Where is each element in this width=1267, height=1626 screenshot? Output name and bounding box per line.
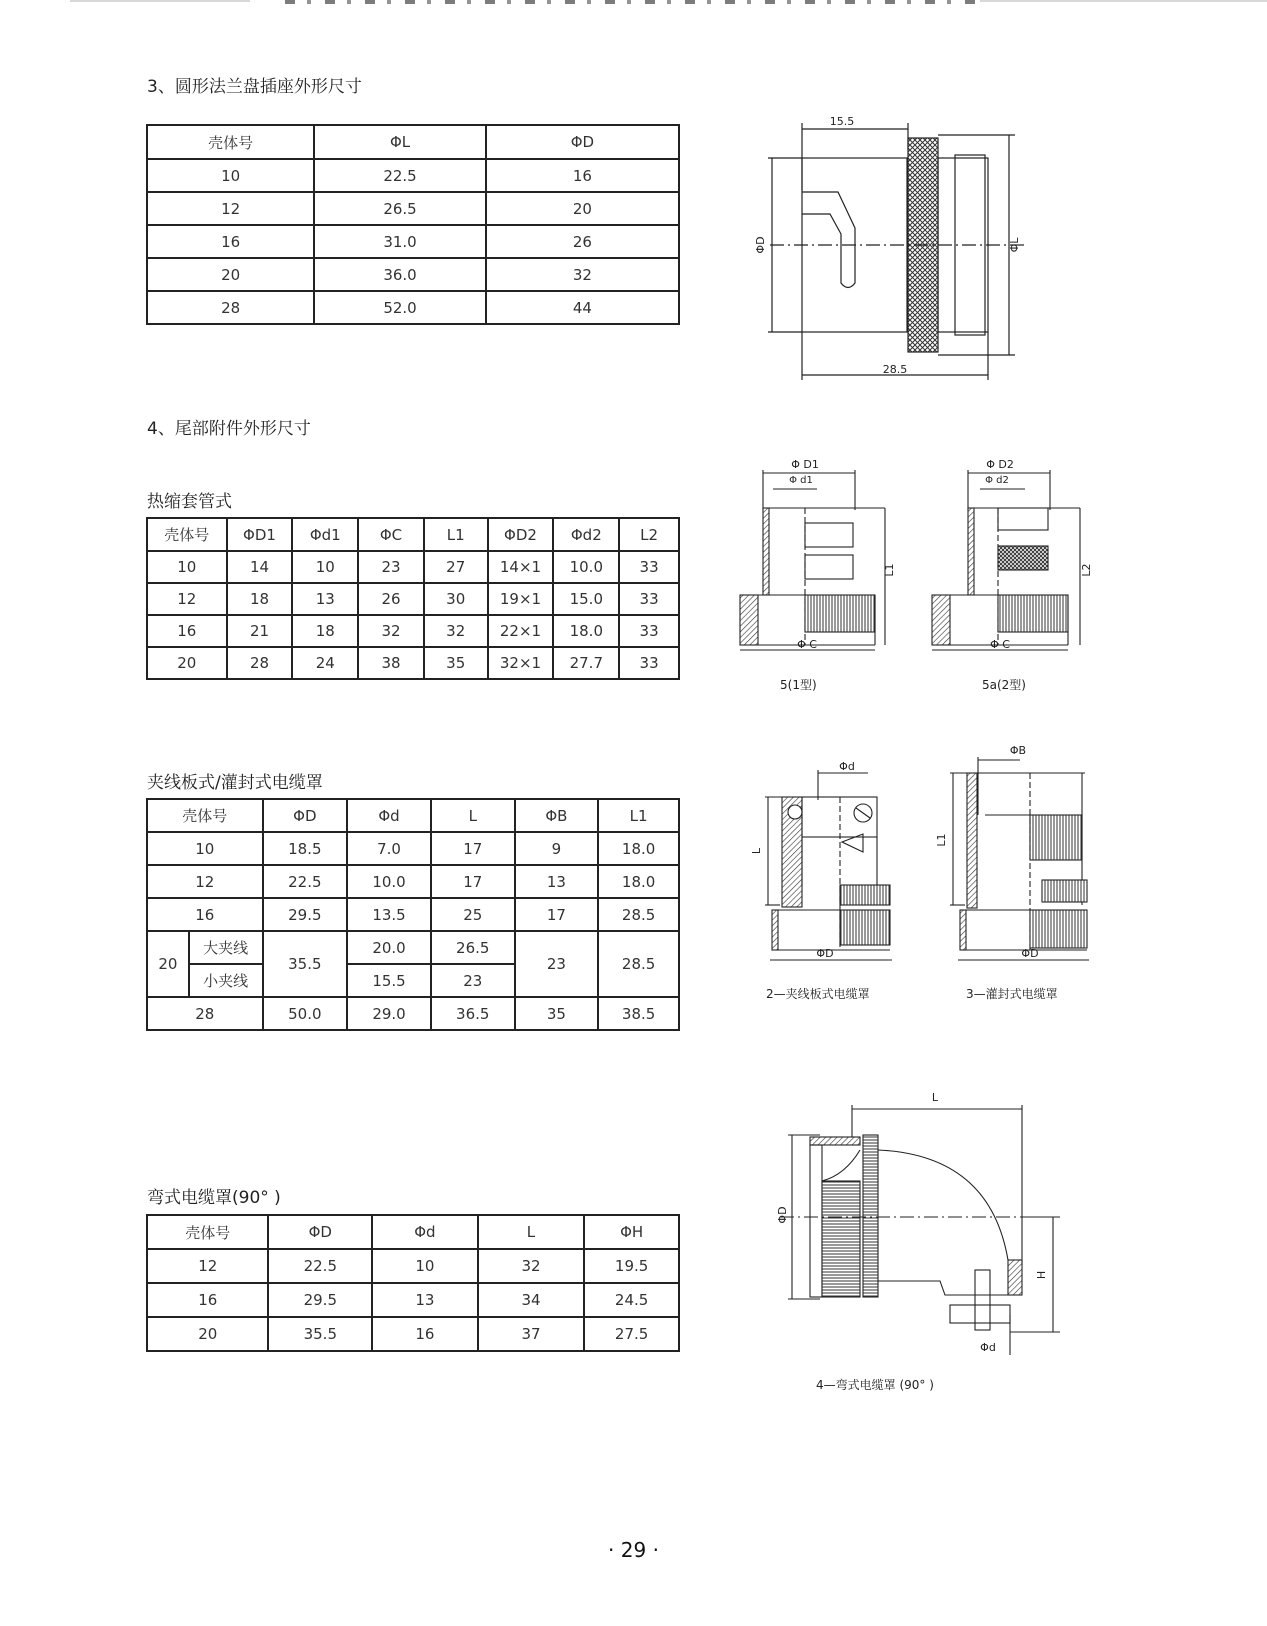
heat-shrink-title: 热缩套管式 (147, 492, 232, 512)
cell: 10 (147, 832, 263, 865)
cell: 20 (147, 931, 189, 997)
cell: 33 (619, 583, 679, 615)
dim-label: Φ C (797, 638, 817, 651)
dim-label: Φ d2 (985, 475, 1009, 486)
cell: 22.5 (314, 159, 485, 192)
cell: 44 (486, 291, 679, 324)
cell: 16 (486, 159, 679, 192)
dim-label: 28.5 (882, 363, 908, 376)
table-row (147, 551, 679, 583)
header-cell: L1 (598, 799, 679, 832)
cell: 16 (147, 1283, 268, 1317)
dim-label: Φ d1 (789, 475, 813, 486)
cell: 16 (147, 225, 314, 258)
elbow-cover-title: 弯式电缆罩(90° ) (147, 1188, 281, 1208)
page-top-edge (0, 0, 1267, 4)
header-cell: Φd (372, 1215, 478, 1249)
cell: 18.0 (553, 615, 619, 647)
table-row (147, 1317, 679, 1351)
cell: 17 (515, 898, 599, 931)
cell: 50.0 (263, 997, 348, 1030)
cell: 10 (147, 551, 227, 583)
cell: 28 (147, 997, 263, 1030)
cell: 14×1 (488, 551, 554, 583)
table-row (147, 997, 679, 1030)
cell: 33 (619, 551, 679, 583)
clamp-cover-title: 夹线板式/灌封式电缆罩 (147, 773, 323, 793)
header-cell: 壳体号 (147, 1215, 268, 1249)
cell: 7.0 (347, 832, 431, 865)
cell: 23 (431, 964, 515, 997)
cell: 26.5 (431, 931, 515, 964)
table-row (147, 291, 679, 324)
cell: 12 (147, 865, 263, 898)
cell: 14 (227, 551, 293, 583)
header-cell: ΦD (263, 799, 348, 832)
drawing-caption: 4—弯式电缆罩 (90° ) (816, 1378, 934, 1392)
cell: 17 (431, 865, 515, 898)
header-cell: ΦD (268, 1215, 372, 1249)
dim-label: L1 (935, 833, 948, 847)
cell: 27.5 (584, 1317, 679, 1351)
cell: 35 (515, 997, 599, 1030)
cell: 35.5 (263, 931, 348, 997)
header-cell: 壳体号 (147, 799, 263, 832)
cell: 13 (515, 865, 599, 898)
dim-label: Φd (980, 1341, 996, 1354)
header-cell: ΦD (486, 125, 679, 159)
header-cell: L (431, 799, 515, 832)
clamp-cover-drawings (720, 740, 1110, 970)
dim-label: ΦB (1009, 744, 1027, 757)
table-header-row (147, 518, 679, 551)
dim-label: 15.5 (829, 115, 855, 128)
table-row (147, 898, 679, 931)
cell: 17 (431, 832, 515, 865)
cell: 27 (424, 551, 488, 583)
cell: 52.0 (314, 291, 485, 324)
header-cell: ΦH (584, 1215, 679, 1249)
cell: 13.5 (347, 898, 431, 931)
cell: 16 (372, 1317, 478, 1351)
cell: 29.0 (347, 997, 431, 1030)
cell: 18 (292, 615, 358, 647)
cell: 22.5 (268, 1249, 372, 1283)
cell: 20 (147, 258, 314, 291)
table-row (147, 159, 679, 192)
cell: 小夹线 (189, 964, 263, 997)
cell: 35 (424, 647, 488, 679)
dim-label: L (750, 847, 763, 855)
header-cell: 壳体号 (147, 125, 314, 159)
cell: 12 (147, 192, 314, 225)
table-row (147, 225, 679, 258)
cell: 20.0 (347, 931, 431, 964)
cell: 10.0 (553, 551, 619, 583)
cell: 24 (292, 647, 358, 679)
flange-socket-table (146, 124, 680, 325)
cell: 20 (486, 192, 679, 225)
cell: 13 (372, 1283, 478, 1317)
header-cell: ΦD1 (227, 518, 293, 551)
cell: 19×1 (488, 583, 554, 615)
cell: 28 (227, 647, 293, 679)
table-header-row (147, 1215, 679, 1249)
dim-label: L2 (1080, 563, 1093, 577)
dim-label: ΦD (776, 1206, 789, 1224)
cell: 9 (515, 832, 599, 865)
header-cell: 壳体号 (147, 518, 227, 551)
table-row (147, 583, 679, 615)
cell: 23 (358, 551, 424, 583)
cell: 32 (478, 1249, 585, 1283)
cell: 21 (227, 615, 293, 647)
cell: 29.5 (268, 1283, 372, 1317)
table-row (147, 615, 679, 647)
header-cell: L1 (424, 518, 488, 551)
header-cell: ΦC (358, 518, 424, 551)
dim-label: ΦD (1021, 947, 1039, 960)
elbow-cover-table (146, 1214, 680, 1352)
cell: 38 (358, 647, 424, 679)
drawing-caption: 2—夹线板式电缆罩 (766, 987, 870, 1001)
cell: 16 (147, 615, 227, 647)
dim-label: L (931, 1091, 939, 1104)
cell: 37 (478, 1317, 585, 1351)
elbow-cover-drawing (770, 1085, 1070, 1355)
cell: 10 (292, 551, 358, 583)
cell: 35.5 (268, 1317, 372, 1351)
cell: 24.5 (584, 1283, 679, 1317)
table-header-row (147, 799, 679, 832)
cell: 32 (486, 258, 679, 291)
dim-label: ΦD (816, 947, 834, 960)
cell: 大夹线 (189, 931, 263, 964)
cell: 33 (619, 647, 679, 679)
dim-label: ΦL (1008, 237, 1021, 253)
table-row (147, 832, 679, 865)
table-row (147, 258, 679, 291)
cell: 20 (147, 647, 227, 679)
cell: 18 (227, 583, 293, 615)
dim-label: Φ C (990, 638, 1010, 651)
cell: 16 (147, 898, 263, 931)
cell: 36.5 (431, 997, 515, 1030)
cell: 32 (424, 615, 488, 647)
cell: 26 (486, 225, 679, 258)
dim-label: H (1035, 1270, 1048, 1280)
cell: 32 (358, 615, 424, 647)
table-row (147, 1283, 679, 1317)
cell: 13 (292, 583, 358, 615)
flange-socket-drawing (750, 110, 1090, 390)
cell: 38.5 (598, 997, 679, 1030)
cell: 34 (478, 1283, 585, 1317)
table-header-row (147, 125, 679, 159)
header-cell: ΦB (515, 799, 599, 832)
dim-label: Φ D2 (986, 458, 1014, 471)
header-cell: Φd1 (292, 518, 358, 551)
dim-label: Φd (839, 760, 855, 773)
header-cell: L2 (619, 518, 679, 551)
cell: 12 (147, 583, 227, 615)
drawing-caption: 5a(2型) (982, 678, 1026, 692)
heat-shrink-drawings (735, 450, 1105, 660)
cell: 15.5 (347, 964, 431, 997)
cell: 26.5 (314, 192, 485, 225)
cell: 28.5 (598, 931, 679, 997)
table-row (147, 865, 679, 898)
cell: 22×1 (488, 615, 554, 647)
cell: 26 (358, 583, 424, 615)
cell: 22.5 (263, 865, 348, 898)
cell: 20 (147, 1317, 268, 1351)
header-cell: ΦD2 (488, 518, 554, 551)
header-cell: Φd2 (553, 518, 619, 551)
cell: 36.0 (314, 258, 485, 291)
cell: 23 (515, 931, 599, 997)
heat-shrink-table (146, 517, 680, 680)
section4-title: 4、尾部附件外形尺寸 (147, 419, 311, 439)
clamp-cover-table (146, 798, 680, 1031)
drawing-caption: 3—灌封式电缆罩 (966, 987, 1058, 1001)
cell: 28 (147, 291, 314, 324)
cell: 18.0 (598, 832, 679, 865)
cell: 27.7 (553, 647, 619, 679)
dim-label: L1 (883, 563, 896, 577)
dim-label: ΦD (754, 236, 767, 254)
cell: 28.5 (598, 898, 679, 931)
table-row (147, 647, 679, 679)
page-number: · 29 · (608, 1538, 659, 1562)
cell: 19.5 (584, 1249, 679, 1283)
table-row (147, 1249, 679, 1283)
dim-label: Φ D1 (791, 458, 819, 471)
cell: 32×1 (488, 647, 554, 679)
cell: 30 (424, 583, 488, 615)
cell: 31.0 (314, 225, 485, 258)
header-cell: Φd (347, 799, 431, 832)
cell: 25 (431, 898, 515, 931)
cell: 18.0 (598, 865, 679, 898)
header-cell: ΦL (314, 125, 485, 159)
cell: 10 (372, 1249, 478, 1283)
header-cell: L (478, 1215, 585, 1249)
cell: 10.0 (347, 865, 431, 898)
cell: 29.5 (263, 898, 348, 931)
cell: 12 (147, 1249, 268, 1283)
cell: 18.5 (263, 832, 348, 865)
section3-title: 3、圆形法兰盘插座外形尺寸 (147, 77, 362, 97)
cell: 15.0 (553, 583, 619, 615)
cell: 33 (619, 615, 679, 647)
cell: 10 (147, 159, 314, 192)
table-row (147, 931, 679, 964)
table-row (147, 192, 679, 225)
drawing-caption: 5(1型) (780, 678, 817, 692)
